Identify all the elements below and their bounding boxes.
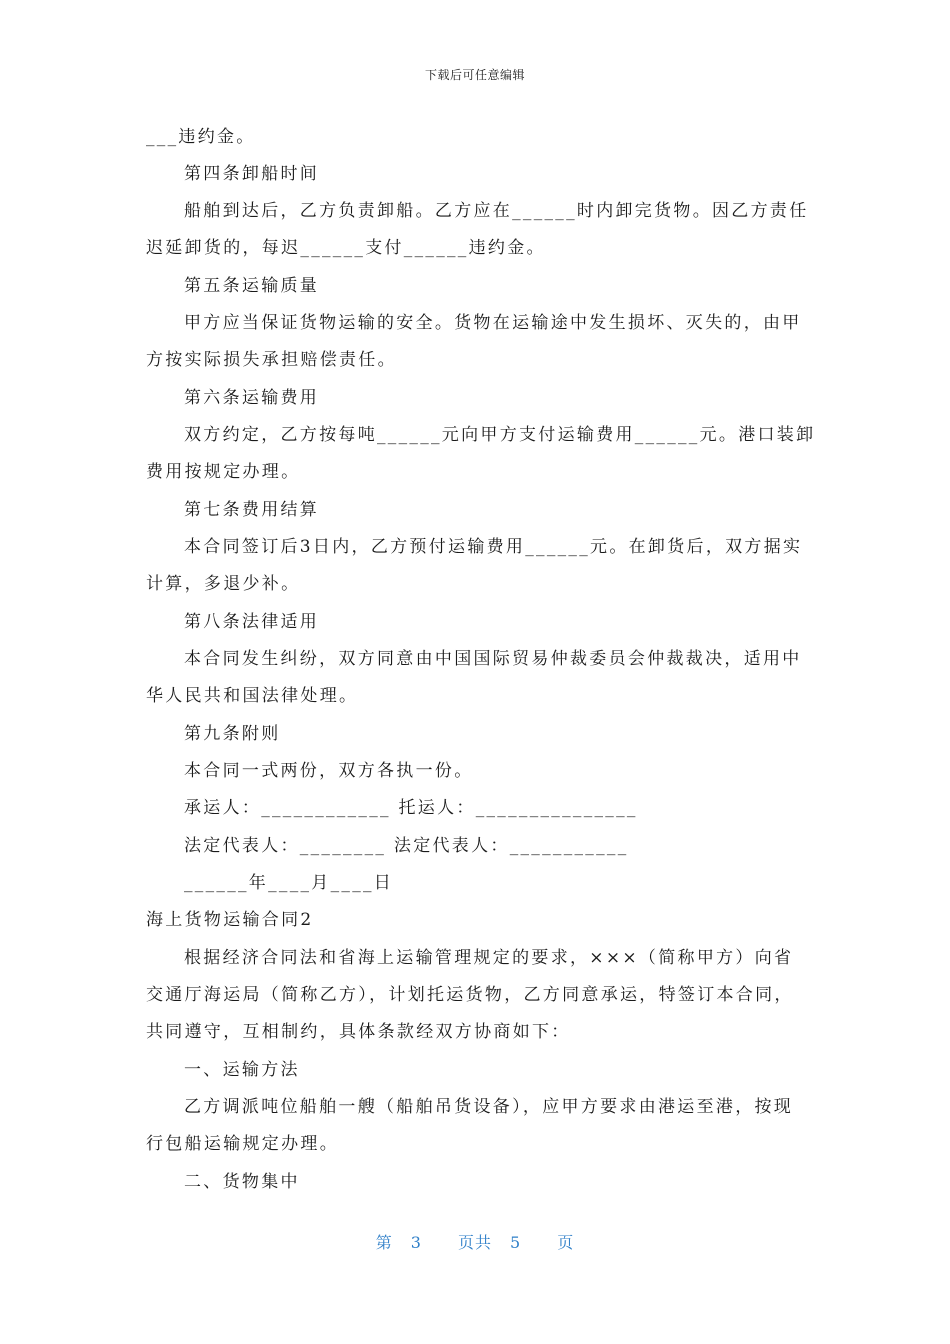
text-line: 船舶到达后，乙方负责卸船。乙方应在______时内卸完货物。因乙方责任 [184, 201, 809, 221]
page-prefix: 第 [375, 1233, 393, 1252]
text-line: 双方约定，乙方按每吨______元向甲方支付运输费用______元。港口装卸 [184, 425, 816, 445]
text-line: 共同遵守，互相制约，具体条款经双方协商如下： [146, 1022, 571, 1042]
signature-line-carrier: 承运人：____________ 托运人：_______________ [184, 798, 638, 818]
text-line: 根据经济合同法和省海上运输管理规定的要求，×××（简称甲方）向省 [184, 948, 794, 968]
page-total: 5 [510, 1233, 522, 1252]
section-heading: 第四条卸船时间 [184, 164, 320, 184]
signature-line-representative: 法定代表人：________ 法定代表人：___________ [184, 836, 629, 856]
contract-title: 海上货物运输合同2 [146, 910, 314, 930]
section-heading: 第九条附则 [184, 724, 281, 744]
text-line: 本合同发生纠纷，双方同意由中国国际贸易仲裁委员会仲裁裁决，适用中 [184, 649, 802, 669]
text-line: 乙方调派吨位船舶一艘（船舶吊货设备），应甲方要求由港运至港，按现 [184, 1097, 794, 1117]
page-mid: 页共 [457, 1233, 492, 1252]
page-footer [0, 1230, 950, 1253]
page-suffix: 页 [557, 1233, 575, 1252]
text-line: ___违约金。 [146, 127, 256, 147]
section-heading: 第五条运输质量 [184, 276, 320, 296]
text-line: 甲方应当保证货物运输的安全。货物在运输途中发生损坏、灭失的，由甲 [184, 313, 802, 333]
text-line: 华人民共和国法律处理。 [146, 686, 359, 706]
text-line: 行包船运输规定办理。 [146, 1134, 339, 1154]
text-line: 迟延卸货的，每迟______支付______违约金。 [146, 238, 546, 258]
page-header-note: 下载后可任意编辑 [424, 68, 525, 82]
section-heading: 一、运输方法 [184, 1060, 300, 1080]
section-heading: 二、货物集中 [184, 1172, 300, 1192]
section-heading: 第八条法律适用 [184, 612, 320, 632]
text-line: 计算，多退少补。 [146, 574, 301, 594]
date-line: ______年____月____日 [184, 873, 394, 893]
section-heading: 第六条运输费用 [184, 388, 320, 408]
text-line: 本合同签订后3日内，乙方预付运输费用______元。在卸货后，双方据实 [184, 537, 803, 557]
text-line: 本合同一式两份，双方各执一份。 [184, 761, 474, 781]
page-current: 3 [410, 1233, 422, 1252]
text-line: 费用按规定办理。 [146, 462, 301, 482]
text-line: 交通厅海运局（简称乙方），计划托运货物，乙方同意承运，特签订本合同， [146, 985, 794, 1005]
text-line: 方按实际损失承担赔偿责任。 [146, 350, 397, 370]
section-heading: 第七条费用结算 [184, 500, 320, 520]
